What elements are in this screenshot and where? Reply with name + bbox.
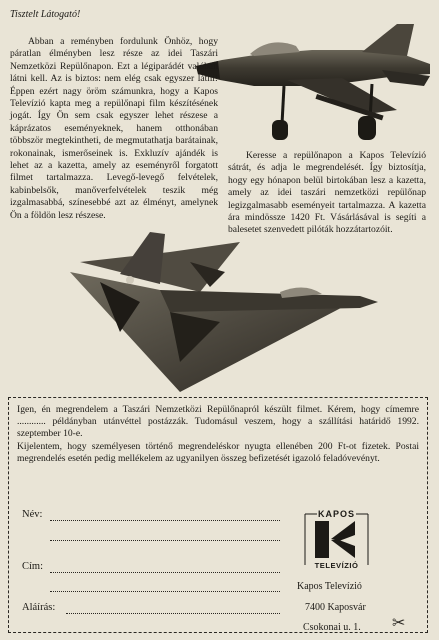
logo-top-text: KAPOS [317, 509, 355, 519]
signature-field-label: Aláírás: [22, 602, 56, 613]
order-statement-1: Igen, én megrendelem a Taszári Nemzetközi Repülőnapról készült filmet. Kérem, hogy címemre ............ példányban utánvéttel postázzák. Tudomásul veszem, hogy a szállítási határidő 1992. szeptember 10-e. [17, 404, 419, 440]
order-info-column [228, 150, 426, 237]
intro-paragraph: Abban a reményben fordulunk Önhöz, hogy páratlan élményben lesz része az idei Taszári Nemzetközi Repülőnapon. Ezt a légiparádét valóban látni kell. Az is biztos: nem elég csak egyszer látni! Éppen ezért nagy öröm számunkra, hogy a Kapos Televízió kapta meg a repülőnapi film készítésének jogát. Így Ön sem csak egyszer lehet részese a káprázatos eseményeknek, hanem otthonában többször megtekintheti, de megmutathatja barátainak, rokonainak, ismerőseinek is. Exkluzív ajándék is lehet az a kazetta, amely az eseményről forgatott filmet tartalmazza. Levegő-levegő felvételek, kabinbelsők, manőverfelvételek teszik még izgalmasabbá, színesebbé azt az élményt, amelynek Ön a földön lesz részese. [10, 36, 218, 221]
fighter-jet-photo-bottom [60, 232, 380, 400]
fighter-jet-photo-top [192, 24, 437, 144]
name-field-line-2[interactable] [50, 540, 280, 541]
order-info-paragraph: Keresse a repülőnapon a Kapos Televízió sátrát, és adja le megrendelését. Így biztosítja, hogy egy hónapon belül birtokában lesz a kazetta, amely az idei taszári nemzetközi repülőnap legizgalmasabb eseményeit tartalmazza. A kazetta ára mindössze 1420 Ft. Vásárlásával is segíti a balesetet szenvedett pilóták hozzátartozóit. [228, 150, 426, 236]
kapos-televizio-logo [303, 509, 370, 571]
logo-bottom-text: TELEVÍZIÓ [314, 561, 359, 570]
signature-field-line[interactable] [66, 613, 280, 614]
address-city: 7400 Kaposvár [305, 602, 366, 613]
name-field-label: Név: [22, 509, 43, 520]
address-field-line-2[interactable] [50, 591, 280, 592]
address-name: Kapos Televízió [297, 581, 362, 592]
address-street: Csokonai u. 1. [303, 622, 361, 633]
scissors-icon: ✂ [392, 613, 406, 632]
order-statement [17, 404, 419, 465]
order-statement-2: Kijelentem, hogy személyesen történő megrendeléskor nyugta ellenében 200 Ft-ot fizetek. Postai megrendelés esetén pedig mellékelem az ugyanilyen összeg befizetését igazoló feladóvevényt. [17, 440, 419, 464]
address-field-label: Cím: [22, 561, 44, 572]
intro-text-column [10, 36, 218, 222]
salutation: Tisztelt Látogató! [10, 9, 81, 20]
name-field-line-1[interactable] [50, 520, 280, 521]
address-field-line-1[interactable] [50, 572, 280, 573]
